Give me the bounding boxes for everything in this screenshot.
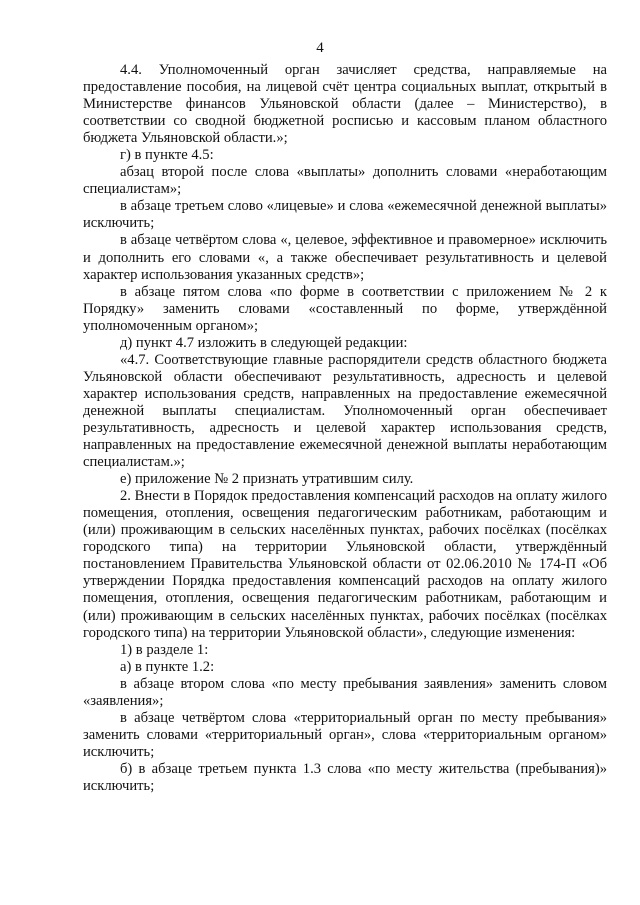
paragraph-abzac-4: в абзаце четвёртом слова «, целевое, эффективное и правомерное» исключить и дополнить его словами «, а также обеспечивает результативность и целевой характер использования указанных средств»; — [83, 232, 607, 283]
paragraph-section-2: 2. Внести в Порядок предоставления компенсаций расходов на оплату жилого помещения, отопления, освещения педагогическим работникам, работающим и (или) проживающим в сельских населённых пунктах, рабочих посёлках (посёлках городского типа) на территории Ульяновской области, утверждённый постановлением Правительства Ульяновской области от 02.06.2010 № 174-П «Об утверждении Порядка предоставления компенсаций расходов на оплату жилого помещения, отопления, освещения педагогическим работникам, работающим и (или) проживающим в сельских населённых пунктах, рабочих посёлках (посёлках городского типа) на территории Ульяновской области», следующие изменения: — [83, 488, 607, 641]
paragraph-item-a: а) в пункте 1.2: — [120, 658, 215, 675]
paragraph-abzac-vtoroy: в абзаце втором слова «по месту пребывания заявления» заменить словом «заявления»; — [83, 675, 607, 709]
paragraph-abzac-3: в абзаце третьем слово «лицевые» и слова «ежемесячной денежной выплаты» исключить; — [83, 198, 607, 232]
document-body — [83, 62, 607, 795]
paragraph-item-b: б) в абзаце третьем пункта 1.3 слова «по месту жительства (пребывания)» исключить; — [83, 760, 607, 794]
paragraph-razdel-1: 1) в разделе 1: — [120, 641, 209, 658]
paragraph-abzac-chetvertyy: в абзаце четвёртом слова «территориальный орган по месту пребывания» заменить словами «территориальный орган», слова «территориальным органом» исключить; — [83, 709, 607, 760]
paragraph-item-e: е) приложение № 2 признать утратившим силу. — [120, 471, 414, 488]
paragraph-item-d: д) пункт 4.7 изложить в следующей редакции: — [120, 334, 408, 351]
page-number: 4 — [316, 40, 324, 56]
paragraph-4-4: 4.4. Уполномоченный орган зачисляет средства, направляемые на предоставление пособия, на лицевой счёт центра социальных выплат, открытый в Министерстве финансов Ульяновской области (далее – Министерство), в соответствии со сводной бюджетной росписью и кассовым планом областного бюджета Ульяновской области.»; — [83, 62, 607, 147]
paragraph-4-7: «4.7. Соответствующие главные распорядители средств областного бюджета Ульяновской области обеспечивают результативность, адресность и целевой характер использования средств, направленных на предоставление ежемесячной денежной выплаты специалистам. Уполномоченный орган обеспечивает результативность, адресность и целевой характер использования средств, направленных на предоставление ежемесячной денежной выплаты неработающим специалистам.»; — [83, 351, 607, 471]
paragraph-abzac-5: в абзаце пятом слова «по форме в соответствии с приложением № 2 к Порядку» заменить словами «составленный по форме, утверждённой уполномоченным органом»; — [83, 283, 607, 334]
paragraph-item-g: г) в пункте 4.5: — [120, 147, 214, 164]
paragraph-abzac-2: абзац второй после слова «выплаты» дополнить словами «неработающим специалистам»; — [83, 164, 607, 198]
